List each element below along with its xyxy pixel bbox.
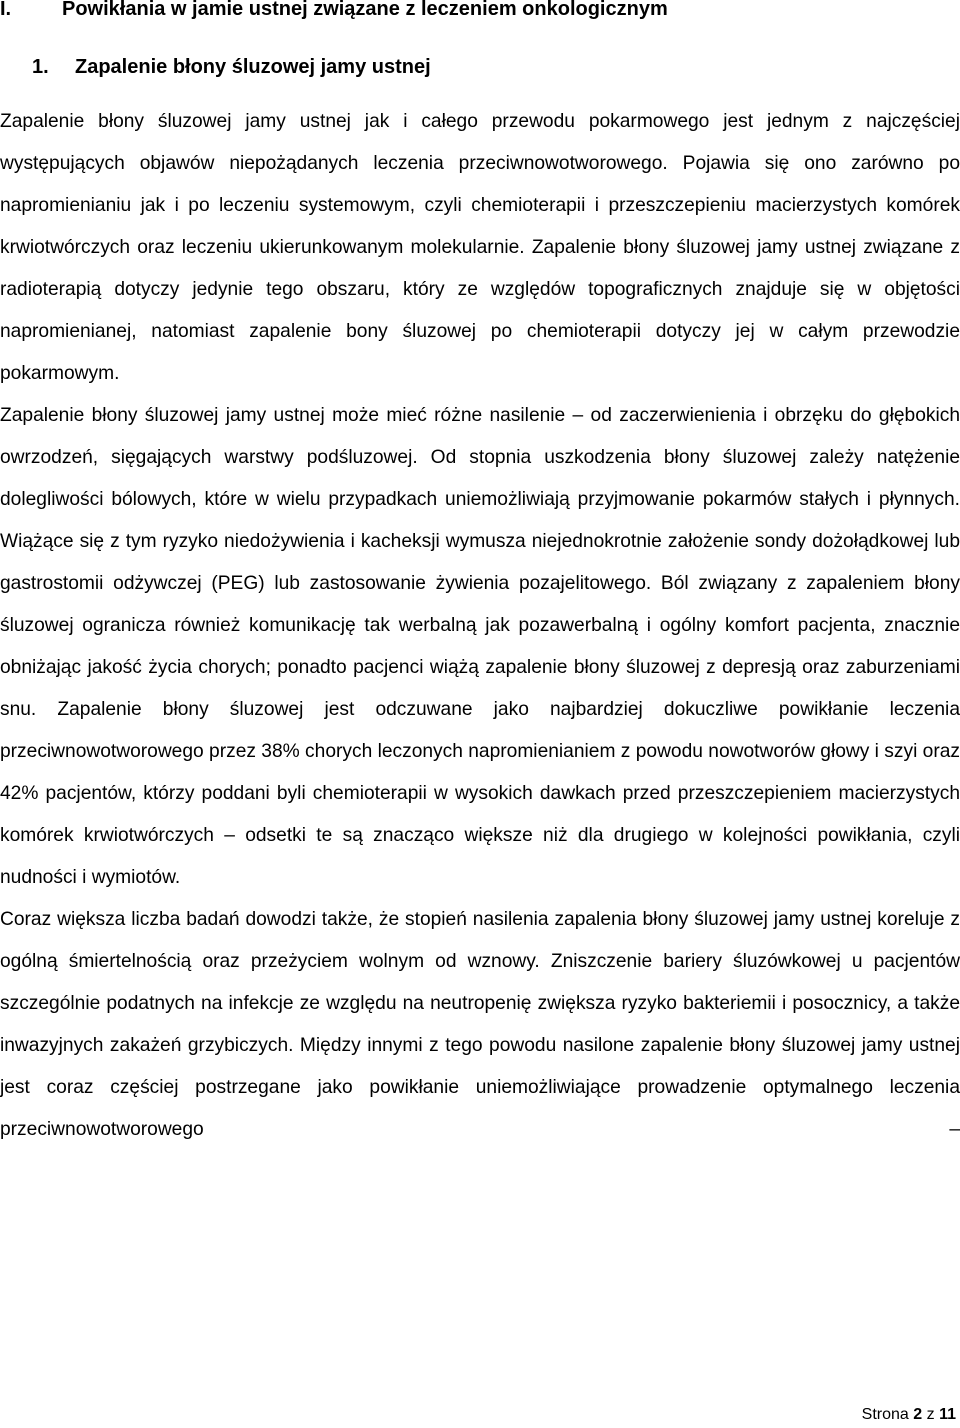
- page-label: Strona: [861, 1406, 909, 1423]
- subsection-title: Zapalenie błony śluzowej jamy ustnej: [75, 56, 431, 78]
- subsection-number: 1.: [32, 56, 49, 78]
- subsection-heading: [32, 55, 431, 79]
- paragraph: Coraz większa liczba badań dowodzi także, że stopień nasilenia zapalenia błony śluzowej jamy ustnej koreluje z ogólną śmiertelnością oraz przeżyciem wolnym od wznowy. Zniszczenie bariery śluzówkowej u pacjentów szczególnie podatnych na infekcje ze względu na neutropenię zwiększa ryzyko bakteriemii i posocznicy, a także inwazyjnych zakażeń grzybiczych. Między innymi z tego powodu nasilone zapalenie błony śluzowej jamy ustnej jest coraz częściej postrzegane jako powikłanie uniemożliwiające prowadzenie optymalnego leczenia przeciwnowotworowego –: [0, 909, 960, 1140]
- section-heading: [0, 0, 668, 21]
- page-total: 11: [939, 1406, 956, 1423]
- paragraph: Zapalenie błony śluzowej jamy ustnej może mieć różne nasilenie – od zaczerwienienia i obrzęku do głębokich owrzodzeń, sięgających warstwy podśluzowej. Od stopnia uszkodzenia błony śluzowej zależy natężenie dolegliwości bólowych, które w wielu przypadkach uniemożliwiają przyjmowanie pokarmów stałych i płynnych. Wiążące się z tym ryzyko niedożywienia i kacheksji wymusza niejednokrotnie założenie sondy dożołądkowej lub gastrostomii odżywczej (PEG) lub zastosowanie żywienia pozajelitowego. Ból związany z zapaleniem błony śluzowej ogranicza również komunikację tak werbalną jak pozawerbalną i ogólny komfort pacjenta, znacznie obniżając jakość życia chorych; ponadto pacjenci wiążą zapalenie błony śluzowej z depresją oraz zaburzeniami snu. Zapalenie błony śluzowej jest odczuwane jako najbardziej dokuczliwe powikłanie leczenia przeciwnowotworowego przez 38% chorych leczonych napromienianiem z powodu nowotworów głowy i szyi oraz 42% pacjentów, którzy poddani byli chemioterapii w wysokich dawkach przed przeszczepieniem macierzystych komórek krwiotwórczych – odsetki te są znacząco większe niż dla drugiego w kolejności powikłania, czyli nudności i wymiotów.: [0, 405, 960, 888]
- page-current: 2: [913, 1406, 923, 1423]
- paragraph: Zapalenie błony śluzowej jamy ustnej jak i całego przewodu pokarmowego jest jednym z najczęściej występujących objawów niepożądanych leczenia przeciwnowotworowego. Pojawia się ono zarówno po napromienianiu jak i po leczeniu systemowym, czyli chemioterapii i przeszczepieniu macierzystych komórek krwiotwórczych oraz leczeniu ukierunkowanym molekularnie. Zapalenie błony śluzowej jamy ustnej związane z radioterapią dotyczy jedynie tego obszaru, który ze względów topograficznych znajduje się w objętości napromienianej, natomiast zapalenie bony śluzowej po chemioterapii dotyczy jej w całym przewodzie pokarmowym.: [0, 111, 960, 384]
- document-body: [0, 101, 960, 1151]
- page-separator: z: [926, 1406, 935, 1423]
- page-footer: [862, 1405, 956, 1425]
- section-title: Powikłania w jamie ustnej związane z leczeniem onkologicznym: [62, 0, 668, 20]
- section-number: I.: [0, 0, 12, 20]
